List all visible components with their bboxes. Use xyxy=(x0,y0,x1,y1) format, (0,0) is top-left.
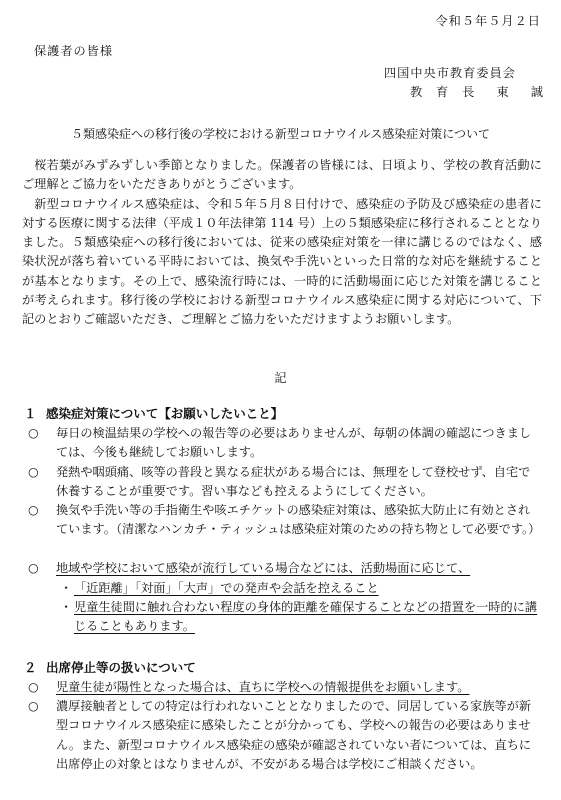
subitem-text-underlined: 児童生徒間に触れ合わない程度の身体的距離を確保することなどの措置を一時的に講じることもあります。 xyxy=(74,600,538,634)
sender-block xyxy=(384,64,548,102)
dot-bullet-icon: ・ xyxy=(60,600,73,614)
section-1-heading xyxy=(24,404,283,422)
item-text: 濃厚接触者としての特定は行われないこととなりましたので、同居している家族等が新型コロナウイルス感染症に感染したことが分かっても、学校への報告の必要はありません。また、新型コロナウイルス感染症の感染が確認されていない者については、直ちに出席停止の対象とはなりませんが、不安がある場合は学校にご相談ください。 xyxy=(56,699,532,771)
section-2-heading xyxy=(24,658,196,676)
section-1-subitem-1 xyxy=(56,579,542,598)
item-text: 毎日の検温結果の学校への報告等の必要はありませんが、毎朝の体調の確認につきましては、今後も継続してお願いします。 xyxy=(56,426,532,460)
section-1-number: １ xyxy=(24,406,37,421)
section-1-item-2 xyxy=(24,463,542,502)
section-2-item-2 xyxy=(24,697,542,774)
greeting-paragraph: 桜若葉がみずみずしい季節となりました。保護者の皆様には、日頃より、学校の教育活動にご理解とご協力をいただきありがとうございます。 xyxy=(22,158,542,192)
sender-org: 四国中央市教育委員会 xyxy=(384,66,516,80)
date: 令和５年５月２日 xyxy=(435,14,541,28)
item-text: 換気や手洗い等の手指衛生や咳エチケットの感染症対策は、感染拡大防止に有効とされています。（清潔なハンカチ・ティッシュは感染症対策のための持ち物として必要です。） xyxy=(56,503,541,537)
section-2-item-1 xyxy=(24,678,542,697)
section-1-item-3 xyxy=(24,501,542,540)
circle-bullet-icon: ○ xyxy=(28,680,39,694)
body-text xyxy=(22,156,542,330)
document-subject: ５類感染症への移行後の学校における新型コロナウイルス感染症対策について xyxy=(70,127,491,141)
section-1-item-1 xyxy=(24,424,542,463)
section-2-number: ２ xyxy=(24,660,37,675)
ki-heading: 記 xyxy=(274,371,287,385)
circle-bullet-icon: ○ xyxy=(28,503,39,517)
subitem-text-underlined: 「近距離」「対面」「大声」での発声や会話を控えること xyxy=(74,581,379,595)
sender-name: 教 育 長 東 誠 xyxy=(410,85,549,99)
main-paragraph: 新型コロナウイルス感染症は、令和５年５月８日付けで、感染症の予防及び感染症の患者に対する医療に関する法律（平成１０年法律第 114 号）上の５類感染症に移行されることとなりました。５類感染症への移行後においては、従来の感染症対策を一律に講じるのではなく、感染状況が落ち着いている平時においては、換気や手洗いといった日常的な対応を継続することが基本となります。その上で、感染流行時には、一時的に活動場面に応じた対策を講じることが考えられます。移行後の学校における新型コロナウイルス感染症に関する対応について、下記のとおりご確認いただき、ご理解とご協力をいただけますようお願いします。 xyxy=(22,196,542,327)
dot-bullet-icon: ・ xyxy=(60,581,73,595)
recipient: 保護者の皆様 xyxy=(34,44,114,58)
item-text-underlined: 地域や学校において感染が流行している場合などには、活動場面に応じて、 xyxy=(56,561,471,575)
circle-bullet-icon: ○ xyxy=(28,426,39,440)
section-1-subitem-2 xyxy=(56,598,542,637)
circle-bullet-icon: ○ xyxy=(28,561,39,575)
item-text-underlined: 児童生徒が陽性となった場合は、直ちに学校への情報提供をお願いします。 xyxy=(56,680,470,694)
item-text: 発熱や咽頭痛、咳等の普段と異なる症状がある場合には、無理をして登校せず、自宅で休養することが重要です。習い事なども控えるようにしてください。 xyxy=(56,465,531,499)
section-2-title: 出席停止等の扱いについて xyxy=(46,660,196,675)
circle-bullet-icon: ○ xyxy=(28,465,39,479)
section-1-item-4 xyxy=(24,559,542,578)
section-1-title: 感染症対策について【お願いしたいこと】 xyxy=(46,406,284,421)
circle-bullet-icon: ○ xyxy=(28,699,39,713)
